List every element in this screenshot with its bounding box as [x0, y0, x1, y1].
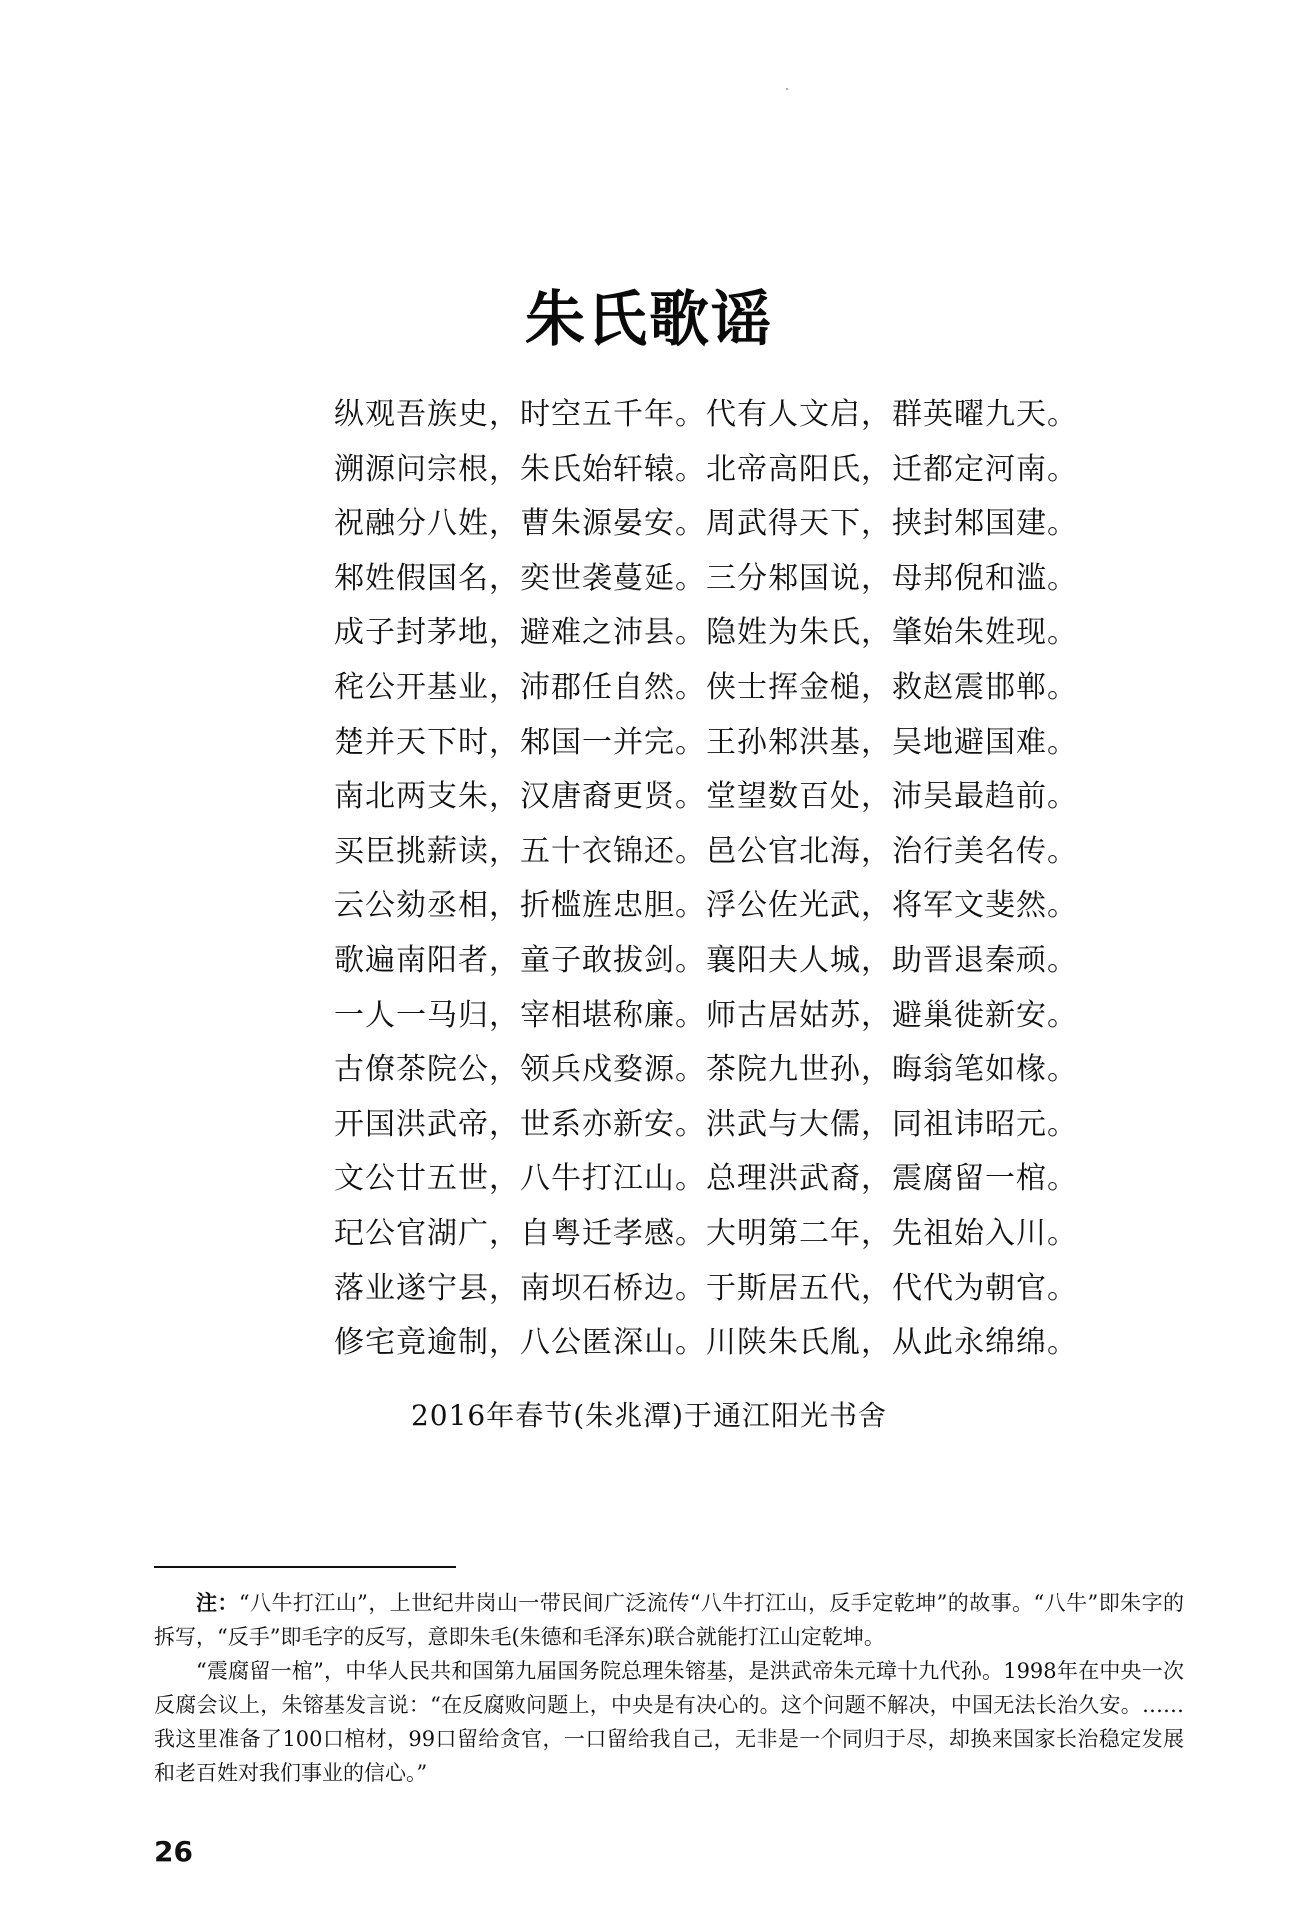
poem-line: 文公廿五世，八牛打江山。总理洪武裔，震腐留一棺。 — [334, 1161, 1078, 1197]
page-number: 26 — [154, 1835, 193, 1868]
poem-line: 成子封茅地，避难之沛县。隐姓为朱氏，肇始朱姓现。 — [334, 615, 1078, 651]
footnotes — [154, 1586, 1184, 1790]
poem-line: 买臣挑薪读，五十衣锦还。邑公官北海，治行美名传。 — [334, 833, 1078, 869]
footnote-1 — [154, 1586, 1184, 1654]
poem-line: 南北两支朱，汉唐裔更贤。堂望数百处，沛吴最趋前。 — [334, 779, 1078, 815]
poem-line: 楚并天下时，邾国一并完。王孙邾洪基，吴地避国难。 — [334, 724, 1078, 760]
poem-line: 秺公开基业，沛郡任自然。侠士挥金槌，救赵震邯郸。 — [334, 669, 1078, 705]
poem-line: 落业遂宁县，南坝石桥边。于斯居五代，代代为朝官。 — [334, 1270, 1078, 1306]
poem-line: 一人一马归，宰相堪称廉。师古居姑苏，避巢徙新安。 — [334, 997, 1078, 1033]
poem-line: 邾姓假国名，奕世袭蔓延。三分邾国说，母邦倪和滥。 — [334, 560, 1078, 596]
poem-line: 古僚茶院公，领兵戍婺源。茶院九世孙，晦翁笔如椽。 — [334, 1052, 1078, 1088]
footnote-1-text: “八牛打江山”，上世纪井岗山一带民间广泛流传“八牛打江山，反手定乾坤”的故事。“八牛”即朱字的拆写，“反手”即毛字的反写，意即朱毛(朱德和毛泽东)联合就能打江山定乾坤。 — [154, 1591, 1184, 1649]
footnote-2: “震腐留一棺”，中华人民共和国第九届国务院总理朱镕基，是洪武帝朱元璋十九代孙。1998年在中央一次反腐会议上，朱镕基发言说：“在反腐败问题上，中央是有决心的。这个问题不解决，中国无法长治久安。……我这里准备了100口棺材，99口留给贪官，一口留给我自己，无非是一个同归于尽，却换来国家长治稳定发展和老百姓对我们事业的信心。” — [154, 1659, 1184, 1785]
footnote-label: 注： — [196, 1590, 239, 1615]
poem-line: 祝融分八姓，曹朱源晏安。周武得天下，挟封邾国建。 — [334, 506, 1078, 542]
poem-line: 溯源问宗根，朱氏始轩辕。北帝高阳氏，迁都定河南。 — [334, 451, 1078, 487]
poem-line: 歌遍南阳者，童子敢拔剑。襄阳夫人城，助晋退秦顽。 — [334, 942, 1078, 978]
footnote-divider — [154, 1566, 456, 1568]
signature-line: 2016年春节(朱兆潭)于通江阳光书舍 — [410, 1399, 888, 1432]
poem-line: 云公劾丞相，折槛旌忠胆。浮公佐光武，将军文斐然。 — [334, 888, 1078, 924]
page-title: 朱氏歌谣 — [525, 285, 773, 355]
poem-line: 纵观吾族史，时空五千年。代有人文启，群英曜九天。 — [334, 397, 1078, 432]
poem-body — [334, 388, 1078, 1371]
scan-speck — [786, 88, 788, 90]
poem-line: 修宅竟逾制，八公匿深山。川陕朱氏胤，从此永绵绵。 — [334, 1325, 1078, 1361]
poem-line: 开国洪武帝，世系亦新安。洪武与大儒，同祖讳昭元。 — [334, 1106, 1078, 1142]
poem-line: 玘公官湖广，自粤迁孝感。大明第二年，先祖始入川。 — [334, 1215, 1078, 1251]
